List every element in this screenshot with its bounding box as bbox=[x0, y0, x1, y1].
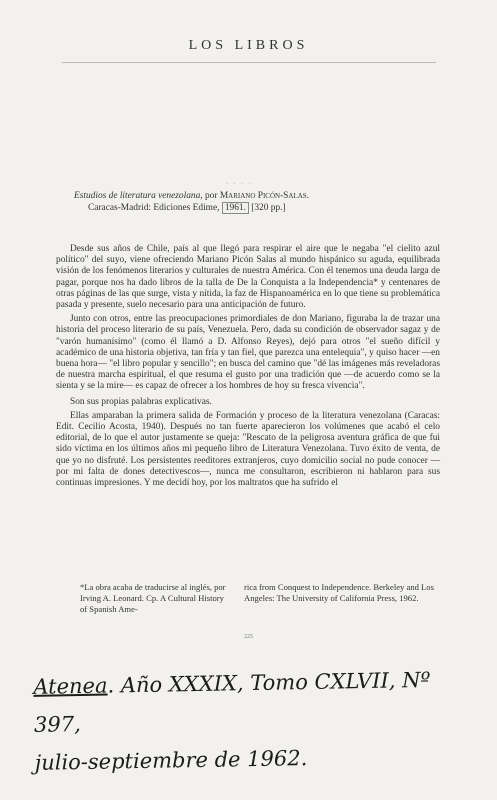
handwritten-journal: Atenea bbox=[33, 673, 108, 699]
header-rule bbox=[62, 62, 436, 63]
author-prefix: por bbox=[204, 191, 218, 201]
blank-space bbox=[0, 64, 497, 174]
paragraph-1: Desde sus años de Chile, país al que llegó para respirar el aire que le negaba "el cielito azul político" del suyo, viene ofreciendo Mariano Picón Salas al mundo hispánico su aguda, equilibrada visión de los fenómenos literarios y culturales de nuestra América. Con él tenemos una deuda larga de pagar, porque nos ha dado libros de la talla de De la Conquista a la Independencia* y centenares de otras páginas de las que surge, vista y nítida, la faz de Hispanoamérica en lo que tiene su problemática pasada y presente, suelo necesario para una anticipación de futuro. bbox=[56, 244, 440, 311]
paragraph-3: Son sus propias palabras explicativas. bbox=[70, 396, 212, 407]
paragraph-2: Junto con otros, entre las preocupaciones primordiales de don Mariano, figuraba la de trazar una historia del proceso literario de su país, Venezuela. Pero, dada su condición de observador sagaz y de "varón humanísimo" (como él llamó a D. Alfonso Reyes), dejó para otros "el sueño difícil y académico de una historia objetiva, tan fría y tan fiel, que parezca una entelequia", y quiso hacer —en buena hora— "el libro popular y sencillo"; en busca del camino que "dé las imágenes más reveladoras de nuestra marcha espiritual, el que resuma el gusto por una tradición que —de acuerdo como se la sienta y se la mire— es capaz de ofrecer a los hombres de hoy su fresca vivencia". bbox=[56, 314, 440, 392]
handwritten-line-1 bbox=[33, 660, 474, 744]
footnote bbox=[56, 582, 440, 615]
footnote-right: rica from Conquest to Independence. Berkeley and Los Angeles: The University of California Press, 1962. bbox=[244, 582, 434, 603]
book-author: Mariano Picón-Salas. bbox=[219, 191, 310, 201]
handwritten-volume: . Año XXXIX, Tomo CXLVII, Nº 397, bbox=[33, 667, 431, 737]
paragraph-4: Ellas amparaban la primera salida de Formación y proceso de la literatura venezolana (Caracas: Edit. Cecilio Acosta, 1940). Después no tan fuerte aparecieron los volúmenes que acabó el celo editorial, de lo que el autor justamente se queja: "Rescato de la peligrosa aventura gráfica de que fui sido víctima en los últimos años mi pequeño libro de Literatura Venezolana. Tuvo éxito de venta, de que yo no disfruté. Los persistentes reeditores extranjeros, cuyo domicilio social no pude conocer —por mi falta de dones detectivescos—, nunca me consultaron, escribieron ni hablaron para sus continuas impresiones. Y me decidí hoy, por los maltratos que ha sufrido el bbox=[56, 410, 440, 489]
handwritten-annotation bbox=[33, 660, 475, 782]
citation-line-2 bbox=[74, 202, 434, 214]
book-citation bbox=[74, 190, 434, 214]
ornament-dots: · · · · bbox=[226, 181, 253, 187]
handwritten-date: julio-septiembre de 1962. bbox=[34, 746, 308, 775]
page-count: [320 pp.] bbox=[251, 203, 286, 213]
citation-line-1 bbox=[74, 190, 434, 202]
publication-year: 1961. bbox=[222, 202, 249, 214]
book-title: Estudios de literatura venezolana, bbox=[74, 191, 203, 201]
publisher: Caracas-Madrid: Ediciones Edime, bbox=[88, 203, 220, 213]
review-body bbox=[56, 244, 440, 492]
section-title: LOS LIBROS bbox=[188, 38, 309, 53]
page-number: 225 bbox=[244, 634, 253, 640]
footnote-left: *La obra acaba de traducirse al inglés, por Irving A. Leonard. Cp. A Cultural History of Spanish Ame- bbox=[80, 582, 226, 614]
